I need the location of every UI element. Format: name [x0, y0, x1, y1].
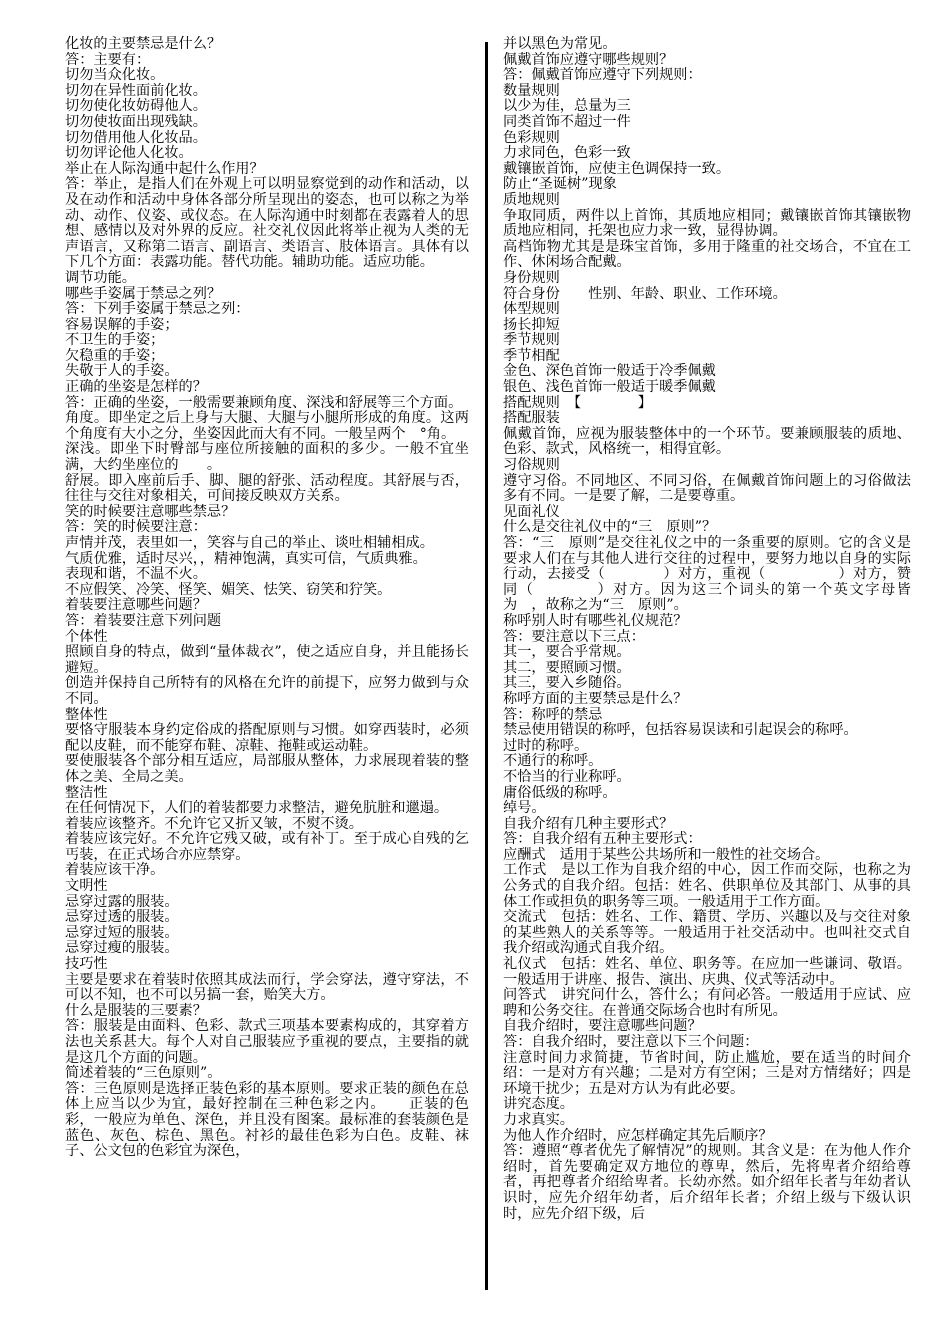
text-line: 答：自我介绍时，要注意以下三个问题：: [503, 1034, 759, 1050]
text-line: 礼仪式 包括：姓名、单位、职务等。在应加一些谦词、敬语。一般适用于讲座、报告、演出、庆典、仪式等活动中。: [503, 956, 911, 988]
text-line: 要恪守服装本身约定俗成的搭配原则与习惯。如穿西装时，必须配以皮鞋，而不能穿布鞋、凉鞋、拖鞋或运动鞋。: [65, 722, 469, 754]
text-line: 答：“三 原则”是交往礼仪之中的一条重要的原则。它的含义是要求人们在与其他人进行交往的过程中，要努力地以自身的实际行动，去接受（ ）对方，重视（ ）对方，赞同（ ）对方。因为这三个词头的第一个英文字母皆为 ，故称之为“三 原则”。: [503, 535, 911, 614]
text-line: 在任何情况下，人们的着装都要力求整洁，避免肮脏和邋遢。: [65, 800, 449, 817]
right-column: [503, 37, 911, 1222]
text-line: 为他人作介绍时，应怎样确定其先后顺序？: [503, 1127, 773, 1144]
text-line: 其二，要照顾习惯。: [503, 659, 631, 676]
text-line: 切勿使妆面出现残缺。: [65, 113, 207, 130]
text-line: 举止在人际沟通中起什么作用？: [65, 160, 264, 177]
text-line: 禁忌使用错误的称呼，包括容易误读和引起误会的称呼。: [503, 722, 858, 739]
text-line: 着装应该完好。不允许它残又破，或有补丁。至于成心自残的乞丐装，在正式场合亦应禁穿。: [65, 831, 469, 863]
text-line: 简述着装的“三色原则”。: [65, 1065, 222, 1082]
text-line: 并以黑色为常见。: [503, 36, 617, 52]
text-line: 不恰当的行业称呼。: [503, 768, 631, 785]
text-line: 答：遵照“尊者优先了解情况”的规则。其含义是：在为他人作介绍时，首先要确定双方地位的尊卑，然后，先将卑者介绍给尊者，再把尊者介绍给卑者。长幼亦然。如介绍年长者与年幼者认识时，应先介绍年幼者，后介绍年长者；介绍上级与下级认识时，应先介绍下级，后: [503, 1143, 911, 1222]
text-line: 答：笑的时候要注意：: [65, 519, 207, 536]
text-line: 角度。即坐定之后上身与大腿、大腿与小腿所形成的角度。这两个角度有大小之分，坐姿因此而大有不同。一般呈两个 °角。: [65, 410, 469, 442]
text-line: 以少为佳，总量为三: [503, 98, 631, 115]
text-line: 遵守习俗。不同地区、不同习俗，在佩戴首饰问题上的习俗做法多有不同。一是要了解，二是要尊重。: [503, 472, 911, 505]
text-line: 讲究态度。: [503, 1096, 574, 1113]
text-line: 高档饰物尤其是是珠宝首饰，多用于隆重的社交场合，不宜在工作、休闲场合配戴。: [503, 238, 911, 271]
text-line: 色彩规则: [503, 129, 560, 146]
text-line: 答：要注意以下三点：: [503, 628, 645, 645]
text-line: 整体性: [65, 706, 108, 723]
text-line: 答：服装是由面料、色彩、款式三项基本要素构成的，其穿着方法也关系甚大。每个人对自己服装应予重视的要点，主要指的就是这几个方面的问题。: [65, 1018, 469, 1066]
text-line: 着装要注意哪些问题？: [65, 597, 207, 614]
text-line: 称呼别人时有哪些礼仪规范？: [503, 612, 688, 629]
text-line: 正确的坐姿是怎样的？: [65, 379, 207, 396]
text-line: 季节相配: [503, 347, 560, 364]
text-line: 舒展。即入座前后手、脚、腿的舒张、活动程度。其舒展与否，往往与交往对象相关，可间接反映双方关系。: [65, 472, 469, 505]
text-line: 庸俗低级的称呼。: [503, 784, 617, 801]
text-line: 切勿在异性面前化妆。: [65, 82, 207, 99]
text-line: 符合身份 性别、年龄、职业、工作环境。: [503, 285, 787, 302]
text-line: 同类首饰不超过一件: [503, 113, 631, 130]
text-line: 见面礼仪: [503, 503, 560, 520]
text-line: 习俗规则: [503, 457, 560, 474]
text-line: 称呼方面的主要禁忌是什么？: [503, 690, 688, 707]
text-line: 答：着装要注意下列问题: [65, 612, 222, 629]
text-line: 不通行的称呼。: [503, 753, 603, 770]
text-line: 自我介绍时，要注意哪些问题？: [503, 1018, 702, 1035]
text-line: 质地规则: [503, 191, 560, 208]
text-line: 答：称呼的禁忌: [503, 706, 603, 723]
text-line: 其一，要合乎常规。: [503, 644, 631, 661]
text-line: 防止“圣诞树”现象: [503, 176, 617, 193]
text-line: 气质优雅，适时尽兴，，精神饱满，真实可信，气质典雅。: [65, 550, 427, 567]
text-line: 工作式 是以工作为自我介绍的中心，因工作而交际，也称之为公务式的自我介绍。包括：姓名、供职单位及其部门、从事的具体工作或担负的职务等三项。一般适用于工作方面。: [503, 862, 911, 910]
text-line: 失敬于人的手姿。: [65, 363, 179, 380]
text-line: 季节规则: [503, 332, 560, 349]
text-line: 什么是交往礼仪中的“三 原则”？: [503, 519, 717, 536]
text-line: 文明性: [65, 878, 108, 895]
text-line: 切勿使化妆妨碍他人。: [65, 98, 207, 115]
left-column: [65, 37, 469, 1160]
text-line: 其三，要入乡随俗。: [503, 675, 631, 692]
text-line: 金色、深色首饰一般适于冷季佩戴: [503, 363, 716, 380]
text-line: 答：下列手姿属于禁忌之列：: [65, 301, 250, 318]
text-line: 容易误解的手姿；: [65, 316, 179, 333]
text-line: 搭配服装: [503, 410, 560, 427]
text-line: 哪些手姿属于禁忌之列？: [65, 285, 222, 302]
text-line: 创造并保持自己所特有的风格在允许的前提下，应努力做到与众不同。: [65, 675, 469, 707]
text-line: 戴镶嵌首饰，应使主色调保持一致。: [503, 160, 731, 177]
text-line: 切勿评论他人化妆。: [65, 145, 193, 162]
text-line: 答：主要有：: [65, 51, 151, 68]
text-line: 切勿借用他人化妆品。: [65, 129, 207, 146]
text-line: 个体性: [65, 628, 108, 645]
text-line: 扬长抑短: [503, 316, 560, 333]
text-line: 银色、浅色首饰一般适于暖季佩戴: [503, 379, 716, 396]
text-line: 争取同质，两件以上首饰，其质地应相同；戴镶嵌首饰其镶嵌物质地应相同，托架也应力求一致，显得协调。: [503, 207, 911, 240]
text-line: 化妆的主要禁忌是什么？: [65, 36, 222, 52]
text-line: 忌穿过露的服装。: [65, 893, 179, 910]
text-line: 佩戴首饰，应视为服装整体中的一个环节。要兼顾服装的质地、色彩、款式，风格统一，相得宜彰。: [503, 425, 911, 458]
text-line: 技巧性: [65, 956, 108, 973]
text-line: 交流式 包括：姓名、工作、籍贯、学历、兴趣以及与交往对象的某些熟人的关系等等。一般适用于社交活动中。也叫社交式自我介绍或沟通式自我介绍。: [503, 909, 911, 957]
text-line: 答：自我介绍有五种主要形式：: [503, 831, 702, 848]
text-line: 问答式 讲究问什么，答什么；有问必答。一般适用于应试、应聘和公务交往。在普通交际场合也时有所见。: [503, 987, 911, 1019]
text-line: 笑的时候要注意哪些禁忌？: [65, 503, 236, 520]
text-line: 佩戴首饰应遵守哪些规则？: [503, 51, 674, 68]
text-line: 搭配规则 【 】: [503, 394, 652, 411]
text-line: 体型规则: [503, 301, 560, 318]
text-line: 什么是服装的三要素？: [65, 1002, 207, 1019]
text-line: 过时的称呼。: [503, 737, 589, 754]
text-line: 答：举止，是指人们在外观上可以明显察觉到的动作和活动，以及在动作和活动中身体各部分所呈现出的姿态，也可以称之为举动、动作、仪姿、或仪态。在人际沟通中时刻都在表露着人的思想、感情以及对外界的反应。社交礼仪因此将举止视为人类的无声语言，又称第二语言、副语言、类语言、肢体语言。具体有以下几个方面：表露功能。替代功能。辅助功能。适应功能。: [65, 176, 469, 271]
column-divider: [485, 42, 488, 1290]
text-line: 答：佩戴首饰应遵守下列规则：: [503, 67, 702, 84]
text-line: 着装应该干净。: [65, 862, 165, 879]
text-line: 忌穿过瘦的服装。: [65, 940, 179, 957]
text-line: 要使服装各个部分相互适应，局部服从整体，力求展现着装的整体之美、全局之美。: [65, 753, 469, 785]
text-line: 应酬式 适用于某些公共场所和一般性的社交场合。: [503, 846, 830, 863]
text-line: 深浅。即坐下时臀部与座位所接触的面积的多少。一般不宜坐满，大约坐座位的 。: [65, 441, 469, 474]
text-line: 不应假笑、冷笑、怪笑、媚笑、怯笑、窃笑和狞笑。: [65, 581, 392, 598]
text-line: 数量规则: [503, 82, 560, 99]
text-line: 忌穿过透的服装。: [65, 909, 179, 926]
text-line: 声情并茂，表里如一，笑容与自己的举止、谈吐相辅相成。: [65, 535, 434, 551]
text-line: 答：正确的坐姿，一般需要兼顾角度、深浅和舒展等三个方面。: [65, 394, 463, 411]
text-line: 切勿当众化妆。: [65, 67, 165, 84]
text-line: 自我介绍有几种主要形式？: [503, 815, 674, 832]
text-line: 照顾自身的特点，做到“量体裁衣”，使之适应自身，并且能扬长避短。: [65, 644, 469, 676]
text-line: 答：三色原则是选择正装色彩的基本原则。要求正装的颜色在总体上应当以少为宜，最好控制在三种色彩之内。 正装的色彩，一般应为单色、深色，并且没有图案。最标准的套装颜色是蓝色、灰色、棕色、黑色。衬衫的最佳色彩为白色。皮鞋、袜子、公文包的色彩宜为深色，: [65, 1080, 469, 1160]
text-line: 整洁性: [65, 784, 108, 801]
text-line: 调节功能。: [65, 269, 136, 286]
text-line: 力求同色，色彩一致: [503, 145, 631, 162]
text-line: 主要是要求在着装时依照其成法而行，学会穿法，遵守穿法，不可以不知，也不可以另搞一套，贻笑大方。: [65, 971, 469, 1004]
text-line: 忌穿过短的服装。: [65, 924, 179, 941]
text-line: 身份规则: [503, 269, 560, 286]
text-line: 欠稳重的手姿；: [65, 347, 165, 364]
text-line: 力求真实。: [503, 1111, 574, 1128]
text-line: 不卫生的手姿；: [65, 332, 165, 349]
text-line: 绰号。: [503, 800, 546, 817]
text-line: 着装应该整齐。不允许它又折又皱，不熨不烫。: [65, 815, 363, 832]
text-line: 表现和谐，不温不火。: [65, 566, 207, 583]
text-line: 注意时间力求简捷，节省时间，防止尴尬，要在适当的时间介绍：一是对方有兴趣；二是对方有空闲；三是对方情绪好；四是环境干扰少；五是对方认为有此必要。: [503, 1049, 911, 1097]
